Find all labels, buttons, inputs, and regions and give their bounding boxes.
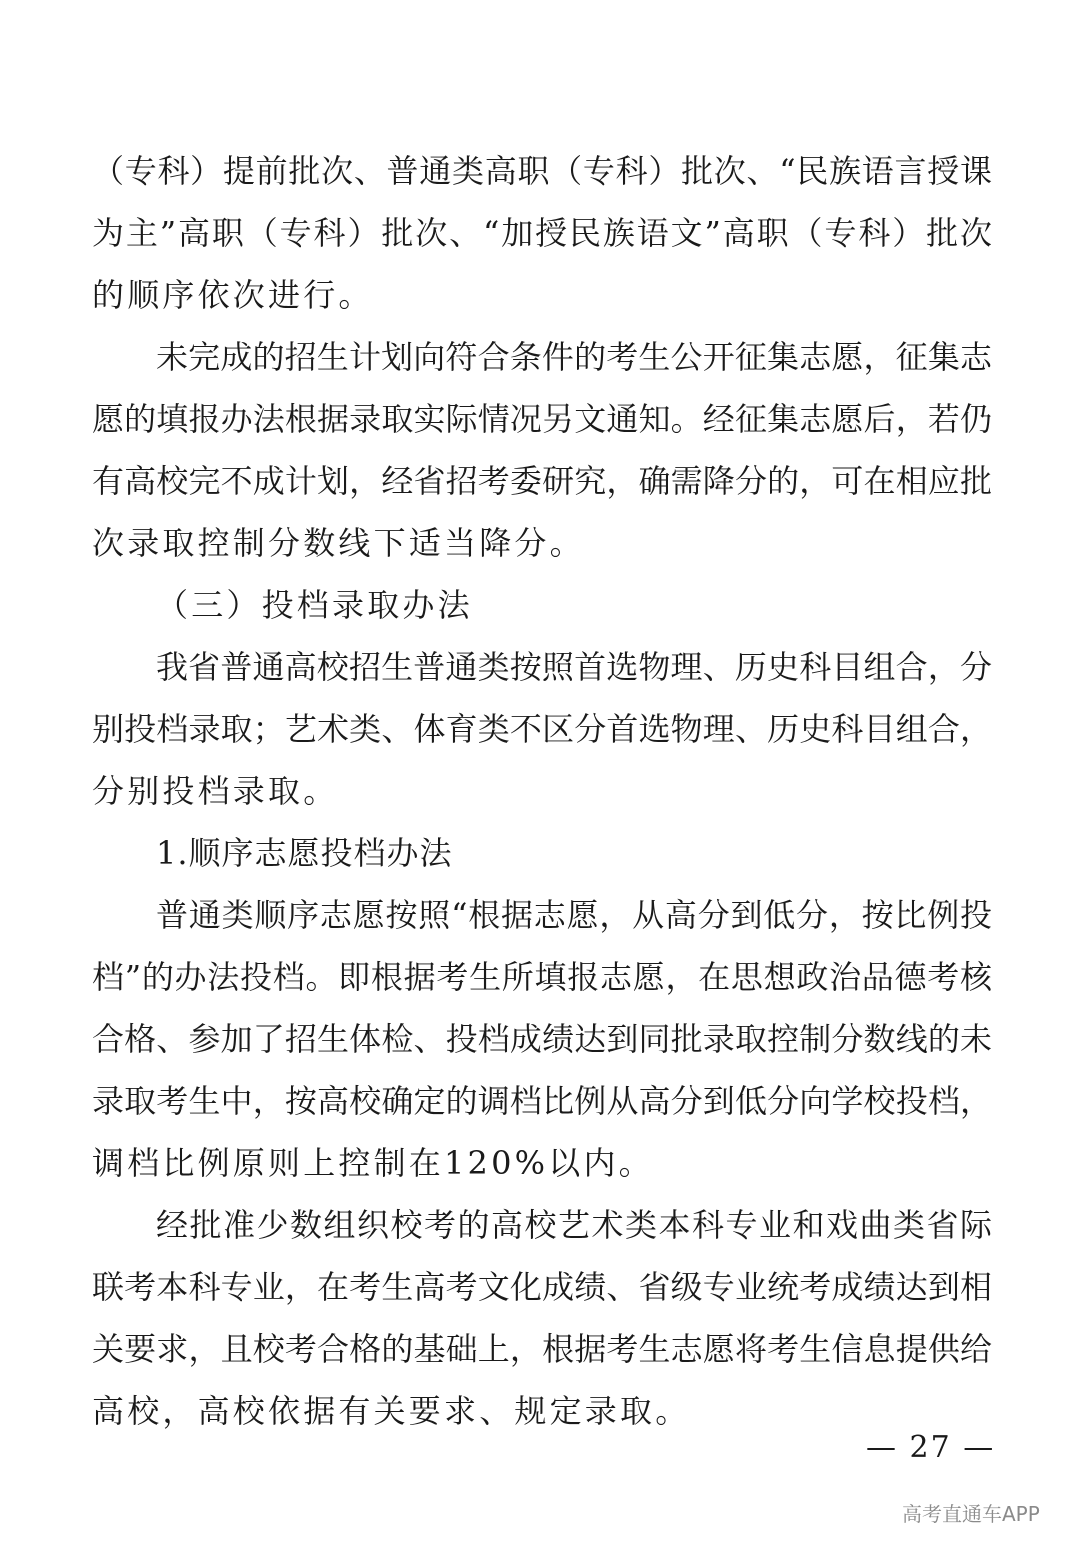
page-number: — 27 — <box>866 1430 996 1465</box>
text-line: 愿的填报办法根据录取实际情况另文通知。经征集志愿后，若仍 <box>92 400 992 438</box>
text-line: 为主”高职（专科）批次、“加授民族语文”高职（专科）批次 <box>92 214 992 252</box>
text-line: 的顺序依次进行。 <box>92 276 374 314</box>
text-line: 录取考生中，按高校确定的调档比例从高分到低分向学校投档， <box>92 1082 992 1120</box>
text-line: 关要求，且校考合格的基础上，根据考生志愿将考生信息提供给 <box>92 1330 992 1368</box>
paragraph-first-line: 普通类顺序志愿按照“根据志愿，从高分到低分，按比例投 <box>156 896 992 934</box>
text-line: 合格、参加了招生体检、投档成绩达到同批录取控制分数线的未 <box>92 1020 992 1058</box>
paragraph-first-line: 未完成的招生计划向符合条件的考生公开征集志愿，征集志 <box>156 338 992 376</box>
text-line: 档”的办法投档。即根据考生所填报志愿，在思想政治品德考核 <box>92 958 992 996</box>
text-line: 联考本科专业，在考生高考文化成绩、省级专业统考成绩达到相 <box>92 1268 992 1306</box>
section-heading: （三）投档录取办法 <box>156 586 473 624</box>
text-line: 高校，高校依据有关要求、规定录取。 <box>92 1392 691 1430</box>
text-line: 有高校完不成计划，经省招考委研究，确需降分的，可在相应批 <box>92 462 992 500</box>
text-line: （专科）提前批次、普通类高职（专科）批次、“民族语言授课 <box>92 152 992 190</box>
watermark: 高考直通车APP <box>902 1502 1040 1526</box>
text-line: 分别投档录取。 <box>92 772 339 810</box>
text-line: 调档比例原则上控制在120%以内。 <box>92 1144 654 1182</box>
paragraph-first-line: 经批准少数组织校考的高校艺术类本科专业和戏曲类省际 <box>156 1206 992 1244</box>
text-line: 别投档录取；艺术类、体育类不区分首选物理、历史科目组合， <box>92 710 992 748</box>
text-line: 次录取控制分数线下适当降分。 <box>92 524 585 562</box>
subsection-heading: 1.顺序志愿投档办法 <box>156 834 453 872</box>
paragraph-first-line: 我省普通高校招生普通类按照首选物理、历史科目组合，分 <box>156 648 992 686</box>
